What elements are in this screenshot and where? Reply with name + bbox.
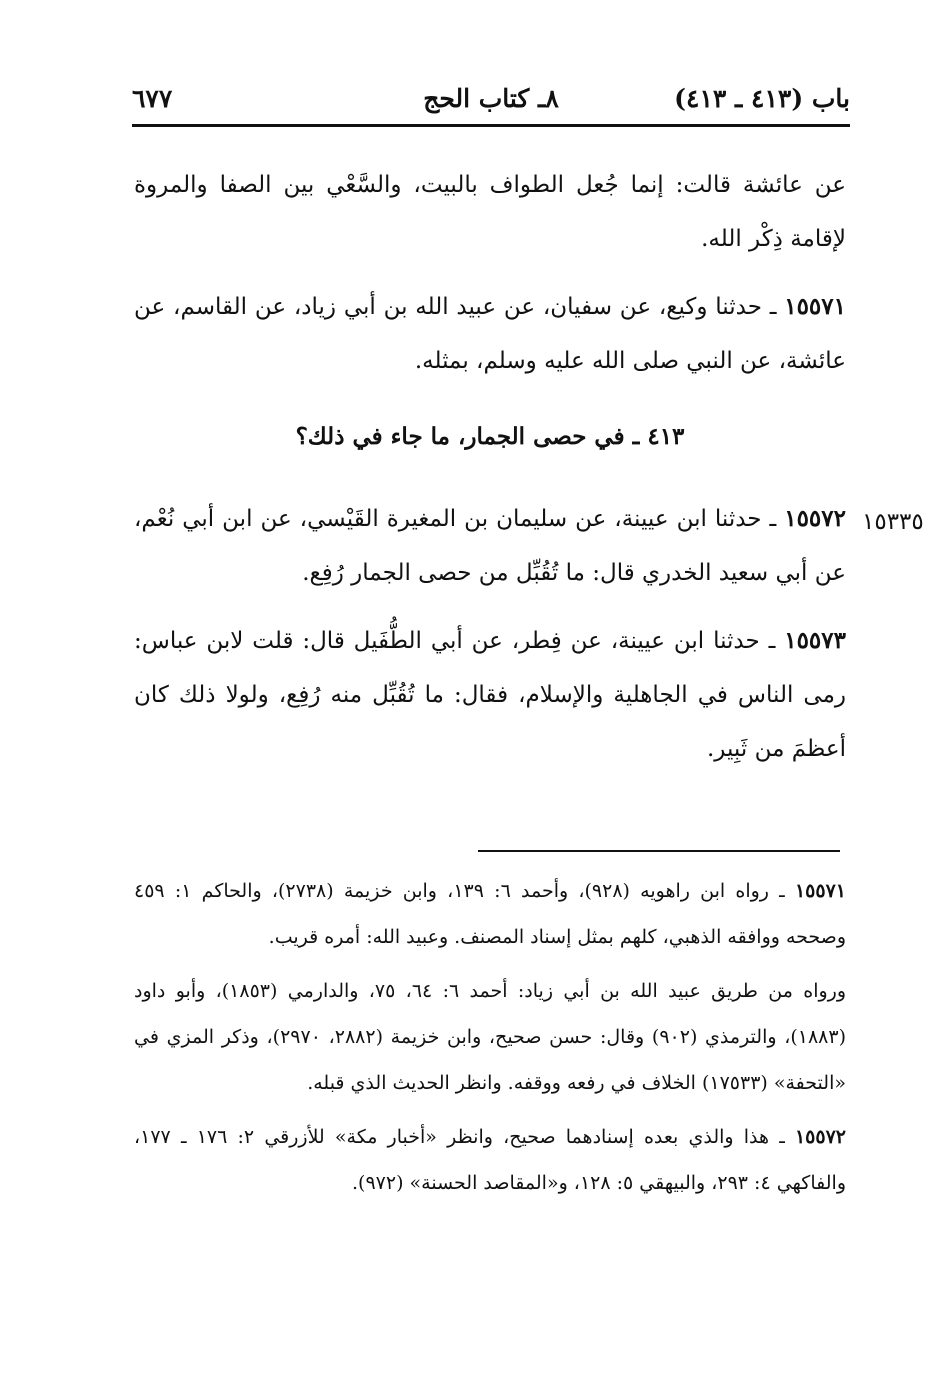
footnote-text: ـ هذا والذي بعده إسنادهما صحيح، وانظر «أخبار مكة» للأزرقي ٢: ١٧٦ ـ ١٧٧، والفاكهي ٤: ٢٩٣، والبيهقي ٥: ١٢٨، و«المقاصد الحسنة» (٩٧٢). — [134, 1126, 846, 1194]
paragraph-continuation — [134, 158, 846, 266]
footnote-15571 — [134, 868, 846, 960]
running-header — [132, 84, 850, 124]
footnote-text: ـ رواه ابن راهويه (٩٢٨)، وأحمد ٦: ١٣٩، وابن خزيمة (٢٧٣٨)، والحاكم ١: ٤٥٩ وصححه ووافقه الذهبي، كلهم بمثل إسناد المصنف. وعبيد الله: أمره قريب. — [134, 880, 846, 948]
footnote-separator — [478, 850, 840, 852]
footnote-15571-continued: ورواه من طريق عبيد الله بن أبي زياد: أحمد ٦: ٦٤، ٧٥، والدارمي (١٨٥٣)، وأبو داود (١٨٨٣)، والترمذي (٩٠٢) وقال: حسن صحيح، وابن خزيمة (٢٨٨٢، ٢٩٧٠)، وذكر المزي في «التحفة» (١٧٥٣٣) الخلاف في رفعه ووقفه. وانظر الحديث الذي قبله. — [134, 980, 847, 1094]
footnotes — [134, 868, 846, 1214]
hadith-15573 — [134, 614, 846, 776]
margin-reference-number: ١٥٣٣٥ — [862, 509, 924, 535]
footnote-15572 — [134, 1114, 846, 1206]
chapter-heading: ٤١٣ ـ في حصى الجمار، ما جاء في ذلك؟ — [295, 423, 685, 450]
header-chapter-range: باب (٤١٣ ـ ٤١٣) — [674, 84, 850, 113]
header-book-title: ٨ـ كتاب الحج — [423, 84, 559, 113]
hadith-number: ١٥٥٧١ — [784, 293, 846, 320]
footnote-number: ١٥٥٧١ — [794, 880, 846, 902]
paragraph-text: عن عائشة قالت: إنما جُعل الطواف بالبيت، والسَّعْي بين الصفا والمروة لإقامة ذِكْر الله. — [134, 172, 846, 252]
hadith-15571 — [134, 280, 846, 388]
hadith-text: ـ حدثنا ابن عيينة، عن فِطر، عن أبي الطُّفَيل قال: قلت لابن عباس: رمى الناس في الجاهلية والإسلام، فقال: ما تُقُبِّل منه رُفِع، ولولا ذلك كان أعظمَ من ثَبِير. — [134, 628, 846, 762]
hadith-text: ـ حدثنا وكيع، عن سفيان، عن عبيد الله بن أبي زياد، عن القاسم، عن عائشة، عن النبي صلى الله عليه وسلم، بمثله. — [134, 294, 846, 374]
hadith-number: ١٥٥٧٣ — [784, 627, 846, 654]
hadith-15572 — [134, 492, 846, 600]
header-page-number: ٦٧٧ — [132, 84, 173, 113]
header-rule — [132, 124, 850, 127]
hadith-number: ١٥٥٧٢ — [784, 505, 846, 532]
footnote-number: ١٥٥٧٢ — [794, 1126, 846, 1148]
hadith-text: ـ حدثنا ابن عيينة، عن سليمان بن المغيرة القَيْسي، عن ابن أبي نُعْم، عن أبي سعيد الخدري قال: ما تُقُبِّل من حصى الجمار رُفِع. — [134, 506, 846, 586]
